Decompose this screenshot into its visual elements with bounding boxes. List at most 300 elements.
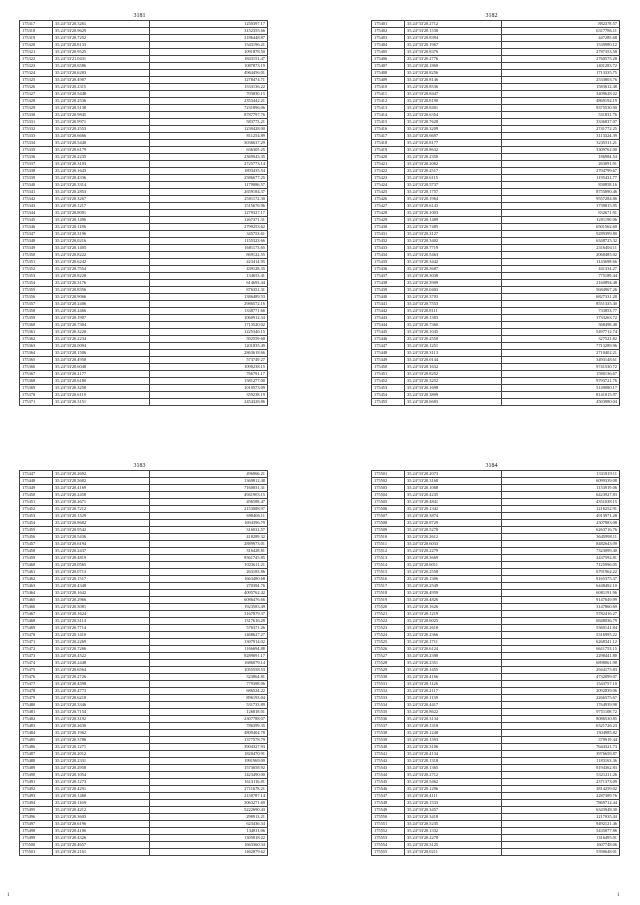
row-coordinate: 35.24°33'20.6180	[53, 378, 150, 385]
row-coordinate: 35.24°33'20.3081	[53, 604, 150, 611]
row-coordinate: 35.24°33'20.8256	[405, 70, 502, 77]
table-row	[372, 814, 620, 821]
row-coordinate: 35.24°33'20.6119	[53, 392, 150, 399]
table-row	[372, 842, 620, 849]
row-id: 175426	[372, 196, 405, 203]
row-id: 175510	[372, 534, 405, 541]
row-value: 1143698.66	[502, 259, 620, 266]
row-coordinate: 35.24°33'20.2853	[53, 189, 150, 196]
row-coordinate: 35.24°33'20.2458	[53, 492, 150, 499]
table-panel-4	[371, 462, 617, 856]
row-id: 175446	[372, 336, 405, 343]
row-id: 175449	[372, 357, 405, 364]
row-value: 531831.76	[502, 112, 620, 119]
row-coordinate: 35.24°33'20.6033	[405, 541, 502, 548]
row-id: 175422	[372, 168, 405, 175]
row-id: 175424	[372, 182, 405, 189]
row-value: 1153919.06	[502, 485, 620, 492]
row-id: 175489	[20, 765, 53, 772]
row-id: 175435	[372, 259, 405, 266]
table-row	[372, 175, 620, 182]
row-value: 270394.76	[150, 583, 268, 590]
row-id: 175536	[372, 716, 405, 723]
row-value: 7713289.96	[502, 343, 620, 350]
row-coordinate: 35.24°33'20.4959	[405, 590, 502, 597]
row-coordinate: 35.24°33'20.1964	[405, 196, 502, 203]
row-coordinate: 35.24°33'20.7485	[405, 224, 502, 231]
table-row	[372, 105, 620, 112]
panel-title: 3183	[133, 463, 146, 469]
row-id: 175554	[372, 842, 405, 849]
row-coordinate: 35.24°33'20.3176	[53, 280, 150, 287]
row-coordinate: 35.24°33'20.3125	[405, 842, 502, 849]
row-value: 4869192.19	[502, 98, 620, 105]
table-row	[372, 322, 620, 329]
table-row	[20, 63, 268, 70]
row-coordinate: 35.24°33'20.7212	[53, 506, 150, 513]
row-coordinate: 35.24°33'20.3457	[405, 807, 502, 814]
row-coordinate: 35.24°33'20.1273	[53, 779, 150, 786]
row-id: 175366	[20, 364, 53, 371]
row-coordinate: 35.24°33'20.2549	[405, 583, 502, 590]
row-coordinate: 35.24°33'20.1054	[53, 772, 150, 779]
row-id: 175468	[20, 618, 53, 625]
row-value: 1573658.92	[150, 765, 268, 772]
table-row	[20, 520, 268, 527]
row-coordinate: 35.24°33'20.3151	[53, 399, 150, 406]
row-coordinate: 35.24°33'20.2235	[53, 154, 150, 161]
row-value: 8194362.83	[502, 765, 620, 772]
row-id: 175358	[20, 308, 53, 315]
row-id: 175553	[372, 835, 405, 842]
row-id: 175543	[372, 765, 405, 772]
table-row	[20, 534, 268, 541]
row-coordinate: 35.24°33'20.5682	[53, 478, 150, 485]
row-id: 175423	[372, 175, 405, 182]
row-value: 703830.15	[150, 91, 268, 98]
row-coordinate: 35.24°33'20.1642	[53, 590, 150, 597]
row-id: 175361	[20, 329, 53, 336]
row-coordinate: 35.24°33'20.5462	[405, 779, 502, 786]
row-id: 175548	[372, 800, 405, 807]
table-row	[372, 555, 620, 562]
row-id: 175512	[372, 548, 405, 555]
row-id: 175318	[20, 28, 53, 35]
row-value: 4351038.15	[502, 499, 620, 506]
row-coordinate: 35.24°33'20.2536	[53, 98, 150, 105]
table-row	[372, 84, 620, 91]
row-value: 1843151.47	[150, 56, 268, 63]
row-coordinate: 35.24°33'20.6242	[53, 259, 150, 266]
row-value: 3976659.87	[502, 751, 620, 758]
row-value: 2586677.25	[150, 175, 268, 182]
table-row	[372, 625, 620, 632]
row-coordinate: 35.24°33'20.2630	[53, 723, 150, 730]
row-value: 439128.35	[150, 266, 268, 273]
row-coordinate: 35.24°33'20.3168	[405, 478, 502, 485]
row-value: 1515676.96	[150, 203, 268, 210]
row-id: 175465	[20, 597, 53, 604]
row-id: 175534	[372, 702, 405, 709]
row-id: 175541	[372, 751, 405, 758]
row-id: 175461	[20, 569, 53, 576]
row-value: 2787353.58	[502, 49, 620, 56]
row-value: 9741530.72	[502, 364, 620, 371]
row-value: 1739815.95	[502, 203, 620, 210]
row-coordinate: 35.24°33'20.3252	[405, 378, 502, 385]
row-value: 8482643.09	[502, 541, 620, 548]
row-id: 175453	[372, 385, 405, 392]
row-value: 1166694.88	[150, 646, 268, 653]
row-id: 175542	[372, 758, 405, 765]
row-value: 1225346.15	[150, 329, 268, 336]
table-row	[372, 385, 620, 392]
data-table	[19, 470, 268, 856]
row-id: 175448	[20, 478, 53, 485]
table-row	[20, 772, 268, 779]
row-coordinate: 35.24°33'20.3192	[53, 716, 150, 723]
table-row	[372, 308, 620, 315]
row-coordinate: 35.24°33'20.4841	[405, 499, 502, 506]
row-coordinate: 35.24°33'20.2117	[405, 688, 502, 695]
table-row	[20, 189, 268, 196]
row-coordinate: 35.24°33'20.3220	[53, 329, 150, 336]
row-value: 5684967.26	[502, 287, 620, 294]
row-value: 2371373.09	[502, 779, 620, 786]
row-coordinate: 35.24°33'20.4212	[53, 807, 150, 814]
table-row	[20, 779, 268, 786]
row-coordinate: 35.24°33'20.1045	[405, 329, 502, 336]
table-row	[20, 723, 268, 730]
row-id: 175402	[372, 28, 405, 35]
row-coordinate: 35.24°33'20.4336	[53, 175, 150, 182]
row-id: 175348	[20, 238, 53, 245]
table-row	[372, 653, 620, 660]
row-value: 573749.27	[150, 357, 268, 364]
table-row	[372, 800, 620, 807]
row-id: 175546	[372, 786, 405, 793]
table-row	[372, 245, 620, 252]
row-id: 175487	[20, 751, 53, 758]
row-id: 175506	[372, 506, 405, 513]
row-value: 6848036.79	[502, 618, 620, 625]
row-value: 2454328.86	[150, 399, 268, 406]
row-value: 1820470.91	[150, 751, 268, 758]
row-id: 175459	[20, 555, 53, 562]
table-row	[372, 583, 620, 590]
row-coordinate: 35.24°33'20.1643	[53, 168, 150, 175]
row-value: 134653.41	[150, 273, 268, 280]
row-value: 1195431.77	[502, 175, 620, 182]
row-coordinate: 35.24°33'20.5138	[53, 105, 150, 112]
row-id: 175438	[372, 280, 405, 287]
row-coordinate: 35.24°33'20.3114	[53, 618, 150, 625]
table-row	[372, 161, 620, 168]
row-value: 1401283.72	[502, 63, 620, 70]
row-id: 175475	[20, 667, 53, 674]
table-row	[20, 161, 268, 168]
row-id: 175503	[372, 485, 405, 492]
row-id: 175350	[20, 252, 53, 259]
panel-title: 3182	[485, 13, 498, 19]
row-id: 175551	[372, 821, 405, 828]
table-row	[372, 779, 620, 786]
row-coordinate: 35.24°33'20.2958	[53, 765, 150, 772]
table-row	[372, 604, 620, 611]
table-row	[20, 259, 268, 266]
row-coordinate: 35.24°33'20.2161	[53, 849, 150, 856]
table-row	[372, 772, 620, 779]
row-coordinate: 35.24°33'20.2517	[405, 168, 502, 175]
row-coordinate: 35.24°33'20.1332	[405, 828, 502, 835]
row-coordinate: 35.24°33'20.1529	[53, 513, 150, 520]
table-row	[372, 343, 620, 350]
row-value: 126818.01	[150, 709, 268, 716]
row-id: 175520	[372, 604, 405, 611]
row-value: 6791962.22	[502, 569, 620, 576]
row-coordinate: 35.24°33'20.7553	[405, 301, 502, 308]
row-id: 175463	[20, 583, 53, 590]
table-row	[372, 196, 620, 203]
row-value: 316428.81	[150, 548, 268, 555]
table-row	[20, 702, 268, 709]
row-coordinate: 35.24°33'20.6025	[405, 618, 502, 625]
table-row	[20, 119, 268, 126]
row-value: 531733.89	[150, 702, 268, 709]
row-coordinate: 35.24°33'20.1251	[405, 343, 502, 350]
row-value: 583773.21	[150, 119, 268, 126]
table-row	[372, 527, 620, 534]
row-id: 175327	[20, 91, 53, 98]
table-row	[372, 133, 620, 140]
table-row	[372, 70, 620, 77]
row-coordinate: 35.24°33'20.4826	[405, 597, 502, 604]
row-value: 733853.77	[502, 308, 620, 315]
row-value: 1663360.34	[150, 842, 268, 849]
row-id: 175447	[20, 471, 53, 478]
row-value: 298913.21	[150, 814, 268, 821]
row-id: 175434	[372, 252, 405, 259]
row-coordinate: 35.24°33'20.1506	[53, 350, 150, 357]
row-id: 175430	[372, 224, 405, 231]
row-id: 175369	[20, 385, 53, 392]
row-value: 1539980.12	[502, 42, 620, 49]
row-value: 423414.95	[150, 259, 268, 266]
row-id: 175347	[20, 231, 53, 238]
row-value: 327521.82	[502, 336, 620, 343]
table-row	[20, 576, 268, 583]
row-coordinate: 35.24°33'20.2269	[53, 639, 150, 646]
table-row	[372, 280, 620, 287]
table-row	[20, 385, 268, 392]
table-row	[20, 653, 268, 660]
table-row	[20, 660, 268, 667]
table-row	[20, 217, 268, 224]
row-value: 830858.16	[502, 182, 620, 189]
row-coordinate: 35.24°33'20.3874	[405, 513, 502, 520]
table-row	[20, 126, 268, 133]
row-id: 175544	[372, 772, 405, 779]
table-row	[372, 28, 620, 35]
table-row	[20, 322, 268, 329]
row-value: 345753.61	[150, 231, 268, 238]
row-coordinate: 35.24°33'20.6564	[53, 667, 150, 674]
table-row	[372, 49, 620, 56]
table-row	[20, 807, 268, 814]
row-value: 1055558.53	[150, 667, 268, 674]
row-value: 5149880.17	[502, 385, 620, 392]
row-value: 3036637.29	[150, 140, 268, 147]
row-value: 779398.06	[150, 681, 268, 688]
row-value: 4095762.42	[150, 590, 268, 597]
table-row	[372, 378, 620, 385]
row-value: 1183163.36	[502, 758, 620, 765]
row-coordinate: 35.24°33'20.2692	[53, 471, 150, 478]
row-value: 2160894.48	[502, 280, 620, 287]
row-id: 175477	[20, 681, 53, 688]
row-value: 1278474.71	[150, 77, 268, 84]
table-row	[372, 315, 620, 322]
table-row	[372, 723, 620, 730]
row-coordinate: 35.24°33'20.0713	[53, 569, 150, 576]
row-value: 2533803.76	[502, 77, 620, 84]
row-value: 4913971.28	[502, 513, 620, 520]
table-row	[372, 231, 620, 238]
row-id: 175412	[372, 98, 405, 105]
table-row	[372, 336, 620, 343]
row-coordinate: 35.24°33'20.6179	[53, 147, 150, 154]
table-row	[20, 737, 268, 744]
table-row	[20, 336, 268, 343]
row-coordinate: 35.24°33'20.1538	[405, 28, 502, 35]
row-coordinate: 35.24°33'20.4235	[405, 492, 502, 499]
row-coordinate: 35.24°33'20.8222	[53, 252, 150, 259]
row-value: 9751108.72	[502, 709, 620, 716]
row-id: 175416	[372, 126, 405, 133]
row-id: 175511	[372, 541, 405, 548]
table-row	[372, 597, 620, 604]
row-coordinate: 35.24°33'20.1489	[405, 217, 502, 224]
table-row	[372, 56, 620, 63]
table-row	[372, 364, 620, 371]
row-id: 175499	[20, 835, 53, 842]
row-coordinate: 35.24°33'20.6196	[53, 821, 150, 828]
row-coordinate: 35.24°33'20.3442	[405, 259, 502, 266]
row-id: 175447	[372, 343, 405, 350]
row-coordinate: 35.24°33'20.2350	[405, 154, 502, 161]
row-value: 882378.57	[502, 21, 620, 28]
table-row	[20, 329, 268, 336]
table-row	[20, 681, 268, 688]
row-value: 1923583.49	[150, 604, 268, 611]
row-id: 175480	[20, 702, 53, 709]
table-row	[372, 273, 620, 280]
row-id: 175431	[372, 231, 405, 238]
row-value: 496588.47	[150, 499, 268, 506]
row-value: 9375530.90	[502, 105, 620, 112]
row-id: 175467	[20, 611, 53, 618]
row-coordinate: 35.24°33'20.2550	[405, 336, 502, 343]
row-coordinate: 35.24°33'20.8376	[405, 49, 502, 56]
row-value: 1462879.62	[150, 849, 268, 856]
row-id: 175436	[372, 266, 405, 273]
row-value: 698406.11	[150, 513, 268, 520]
row-id: 175319	[20, 35, 53, 42]
row-coordinate: 35.24°33'20.3346	[53, 702, 150, 709]
table-row	[372, 674, 620, 681]
table-row	[20, 618, 268, 625]
table-row	[372, 576, 620, 583]
row-value: 1155323.66	[150, 238, 268, 245]
row-value: 2863618.66	[150, 350, 268, 357]
row-value: 1423490.00	[150, 772, 268, 779]
row-coordinate: 35.24°33'20.3786	[53, 737, 150, 744]
row-coordinate: 35.24°33'20.8228	[53, 273, 150, 280]
row-id: 175352	[20, 266, 53, 273]
row-coordinate: 35.24°33'20.1533	[405, 800, 502, 807]
row-id: 175538	[372, 730, 405, 737]
row-id: 175421	[372, 161, 405, 168]
table-panel-1	[19, 12, 265, 406]
row-id: 175338	[20, 168, 53, 175]
row-id: 175476	[20, 674, 53, 681]
table-row	[372, 618, 620, 625]
row-value: 3814259.02	[502, 786, 620, 793]
row-id: 175514	[372, 562, 405, 569]
table-row	[372, 294, 620, 301]
row-id: 175488	[20, 758, 53, 765]
row-id: 175439	[372, 287, 405, 294]
row-value: 1681173.65	[150, 245, 268, 252]
row-coordinate: 35.24°33'20.8133	[53, 42, 150, 49]
row-coordinate: 35.24°33'20.8632	[405, 147, 502, 154]
table-row	[372, 350, 620, 357]
table-row	[20, 835, 268, 842]
row-value: 2507983.08	[502, 520, 620, 527]
table-row	[372, 112, 620, 119]
row-value: 1543757.10	[502, 681, 620, 688]
row-value: 775189.44	[502, 273, 620, 280]
table-row	[20, 252, 268, 259]
row-coordinate: 35.24°33'20.2398	[405, 653, 502, 660]
table-row	[20, 569, 268, 576]
table-row	[20, 112, 268, 119]
table-row	[20, 751, 268, 758]
row-id: 175460	[20, 562, 53, 569]
row-id: 175518	[372, 590, 405, 597]
table-row	[20, 555, 268, 562]
table-row	[372, 478, 620, 485]
table-row	[20, 98, 268, 105]
table-row	[20, 583, 268, 590]
panel-title: 3181	[133, 13, 146, 19]
table-row	[20, 786, 268, 793]
row-value: 1694396.79	[150, 520, 268, 527]
table-row	[20, 224, 268, 231]
table-row	[20, 471, 268, 478]
row-coordinate: 35.24°33'20.1410	[53, 632, 150, 639]
row-id: 175325	[20, 77, 53, 84]
row-coordinate: 35.24°33'20.2177	[53, 371, 150, 378]
row-coordinate: 35.24°33'20.7252	[53, 35, 150, 42]
table-row	[20, 287, 268, 294]
row-value: 9557284.86	[502, 196, 620, 203]
row-value: 2369043.35	[150, 154, 268, 161]
row-value: 1581277.00	[150, 378, 268, 385]
row-value: 379919.44	[502, 737, 620, 744]
row-coordinate: 35.24°33'20.6283	[53, 70, 150, 77]
row-id: 175516	[372, 576, 405, 583]
